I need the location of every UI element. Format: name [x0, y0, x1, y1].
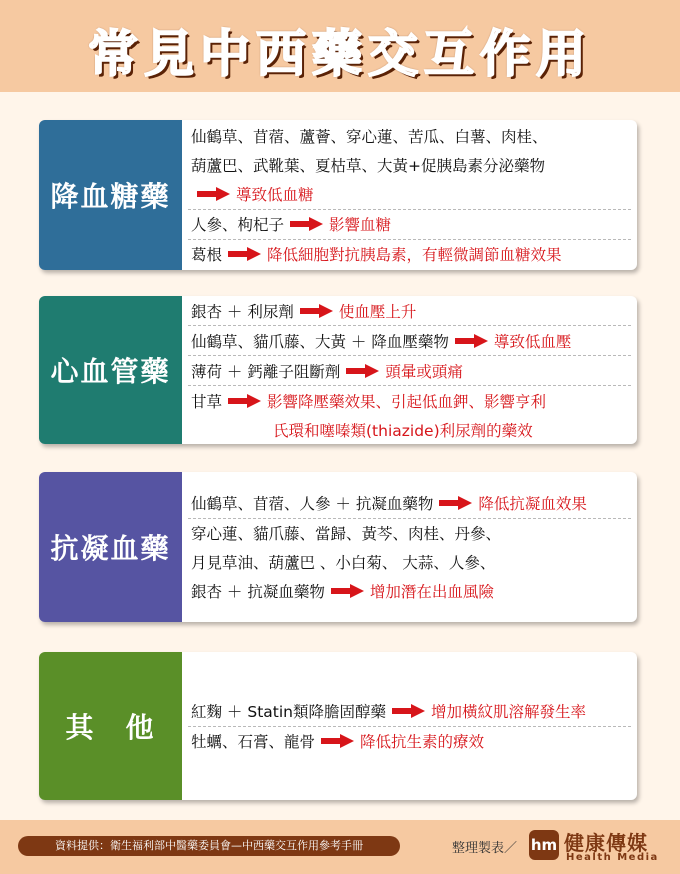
effect-text: 降低抗凝血效果	[478, 495, 587, 513]
herb-text: 紅麴 ＋ Statin類降膽固醇藥	[191, 703, 386, 721]
effect-text: 導致低血壓	[493, 332, 572, 351]
arrow-right-icon	[331, 584, 365, 598]
interaction-line	[191, 151, 628, 180]
brand-name-en: Health Media	[566, 852, 659, 863]
effect-text: 影響血糖	[329, 216, 392, 234]
effect-text: 降低抗生素的療效	[360, 733, 485, 751]
herb-text: 人參、枸杞子	[191, 216, 285, 234]
page-title: 常見中西藥交互作用	[88, 25, 592, 83]
interaction-row	[188, 727, 631, 756]
interaction-line	[191, 415, 628, 444]
section-other	[39, 652, 637, 800]
section-content	[182, 472, 637, 622]
arrow-right-icon	[321, 734, 355, 748]
effect-text: 頭暈或頭痛	[385, 362, 463, 381]
source-citation: 資料提供：衛生福利部中醫藥委員會—中西藥交互作用參考手冊	[18, 836, 400, 856]
section-content	[182, 296, 637, 444]
interaction-row	[188, 240, 631, 269]
herb-text: 牡蠣、石膏、龍骨	[191, 733, 316, 751]
interaction-row	[188, 210, 631, 240]
effect-text: 使血壓上升	[338, 302, 417, 321]
herb-text: 銀杏 ＋ 利尿劑	[191, 302, 294, 321]
arrow-right-icon	[300, 304, 334, 318]
interaction-line	[191, 356, 628, 385]
interaction-row	[188, 326, 631, 356]
effect-text: 增加橫紋肌溶解發生率	[430, 703, 586, 721]
herb-text: 仙鶴草、苜蓿、人參 ＋ 抗凝血藥物	[191, 495, 434, 513]
interaction-row	[188, 697, 631, 727]
effect-text: 增加潛在出血風險	[369, 583, 494, 601]
interaction-line	[191, 548, 628, 577]
section-content	[182, 652, 637, 800]
section-anticoagulant	[39, 472, 637, 622]
arrow-right-icon	[439, 496, 473, 510]
herb-text: 月見草油、葫蘆巴 、小白菊、 大蒜、人參、	[191, 554, 496, 572]
interaction-line	[191, 326, 628, 355]
interaction-line	[191, 697, 628, 726]
effect-text: 影響降壓藥效果、引起低血鉀、影響亨利	[267, 392, 547, 411]
arrow-right-icon	[228, 247, 262, 261]
herb-text: 仙鶴草、苜蓿、蘆薈、穿心蓮、苦瓜、白薯、肉桂、	[191, 128, 548, 146]
herb-text: 葫蘆巴、武靴葉、夏枯草、大黃+促胰島素分泌藥物	[191, 157, 545, 175]
effect-text: 降低細胞對抗胰島素，有輕微調節血糖效果	[267, 246, 562, 264]
effect-text: 導致低血糖	[236, 186, 314, 204]
brand-name: 健康傳媒	[564, 831, 648, 855]
herb-text: 銀杏 ＋ 抗凝血藥物	[191, 583, 325, 601]
interaction-line	[191, 240, 628, 269]
interaction-row	[188, 296, 631, 326]
arrow-right-icon	[228, 394, 262, 408]
interaction-line	[191, 210, 628, 239]
brand-logo-icon: hm	[529, 830, 559, 860]
interaction-row	[188, 519, 631, 606]
section-label: 抗凝血藥	[39, 472, 182, 622]
section-cardiovascular	[39, 296, 637, 444]
section-label: 心血管藥	[39, 296, 182, 444]
interaction-line	[191, 519, 628, 548]
interaction-row	[188, 386, 631, 444]
interaction-row	[188, 489, 631, 519]
interaction-line	[191, 489, 628, 518]
interaction-line	[191, 727, 628, 756]
section-label: 降血糖藥	[39, 120, 182, 270]
arrow-right-icon	[290, 217, 324, 231]
arrow-right-icon	[455, 334, 489, 348]
section-label: 其 他	[39, 652, 182, 800]
herb-text: 薄荷 ＋ 鈣離子阻斷劑	[191, 362, 341, 381]
herb-text: 仙鶴草、貓爪藤、大黃 ＋ 降血壓藥物	[191, 332, 449, 351]
arrow-right-icon	[392, 704, 426, 718]
interaction-line	[191, 386, 628, 415]
interaction-line	[191, 577, 628, 606]
interaction-line	[191, 180, 628, 209]
section-content	[182, 120, 637, 270]
arrow-right-icon	[197, 187, 231, 201]
herb-text: 葛根	[191, 246, 223, 264]
herb-text: 甘草	[191, 392, 223, 411]
interaction-line	[191, 296, 628, 325]
interaction-row	[188, 356, 631, 386]
section-blood-sugar	[39, 120, 637, 270]
maker-credit: 整理製表／	[452, 841, 518, 856]
arrow-right-icon	[346, 364, 380, 378]
effect-text: 氏環和噻嗪類(thiazide)利尿劑的藥效	[273, 421, 533, 440]
herb-text: 穿心蓮、貓爪藤、當歸、黃芩、肉桂、丹參、	[191, 525, 502, 543]
interaction-line	[191, 122, 628, 151]
interaction-row	[188, 122, 631, 210]
